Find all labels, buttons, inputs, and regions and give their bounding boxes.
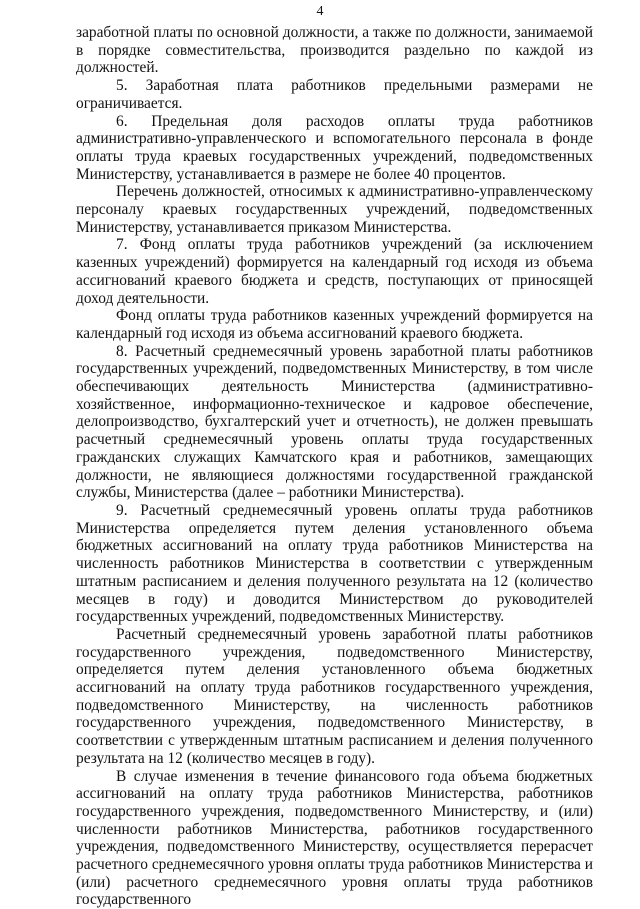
paragraph: В случае изменения в течение финансового года объема бюджетных ассигнований на оплату труда работников Министерства, работников государственного учреждения, подведомственного Министерству, и (или) численности работников Министерства, работников государственного учреждения, подведомственного Министерству, осуществляется перерасчет расчетного среднемесячного уровня оплаты труда работников Министерства и (или) расчетного среднемесячного уровня оплаты труда работников государственного — [76, 767, 593, 909]
paragraph: Перечень должностей, относимых к административно-управленческому персоналу краевых государственных учреждений, подведомственных Министерству, устанавливается приказом Министерства. — [76, 183, 593, 236]
paragraph: Фонд оплаты труда работников казенных учреждений формируется на календарный год исходя из объема ассигнований краевого бюджета. — [76, 307, 593, 342]
paragraph: 9. Расчетный среднемесячный уровень оплаты труда работников Министерства определяется путем деления установленного объема бюджетных ассигнований на оплату труда работников Министерства на численность работников Министерства в соответствии с утвержденным штатным расписанием и деления полученного результата на 12 (количество месяцев в году) и доводится Министерством до руководителей государственных учреждений, подведомственных Министерству. — [76, 501, 593, 626]
paragraph: 6. Предельная доля расходов оплаты труда работников административно-управленческого и вспомогательного персонала в фонде оплаты труда краевых государственных учреждений, подведомственных Министерству, устанавливается в размере не более 40 процентов. — [76, 112, 593, 183]
document-body — [76, 24, 593, 909]
paragraph: Расчетный среднемесячный уровень заработной платы работников государственного учреждения, подведомственного Министерству, определяется путем деления установленного объема бюджетных ассигнований на оплату труда работников государственного учреждения, подведомственного Министерству, на численность работников государственного учреждения, подведомственного Министерству, в соответствии с утвержденным штатным расписанием и деления полученного результата на 12 (количество месяцев в году). — [76, 625, 593, 767]
paragraph: 7. Фонд оплаты труда работников учреждений (за исключением казенных учреждений) формируется на календарный год исходя из объема ассигнований краевого бюджета и средств, поступающих от приносящей доход деятельности. — [76, 236, 593, 307]
paragraph: 8. Расчетный среднемесячный уровень заработной платы работников государственных учреждений, подведомственных Министерству, в том числе обеспечивающих деятельность Министерства (административно-хозяйственное, информационно-техническое и кадровое обеспечение, делопроизводство, бухгалтерский учет и отчетность), не должен превышать расчетный среднемесячный уровень оплаты труда государственных гражданских служащих Камчатского края и работников, замещающих должности, не являющиеся должностями государственной гражданской службы, Министерства (далее – работники Министерства). — [76, 342, 593, 502]
page-number: 4 — [316, 4, 324, 19]
paragraph: 5. Заработная плата работников предельными размерами не ограничивается. — [76, 77, 593, 112]
paragraph: заработной платы по основной должности, а также по должности, занимаемой в порядке совместительства, производится раздельно по каждой из должностей. — [76, 24, 593, 77]
